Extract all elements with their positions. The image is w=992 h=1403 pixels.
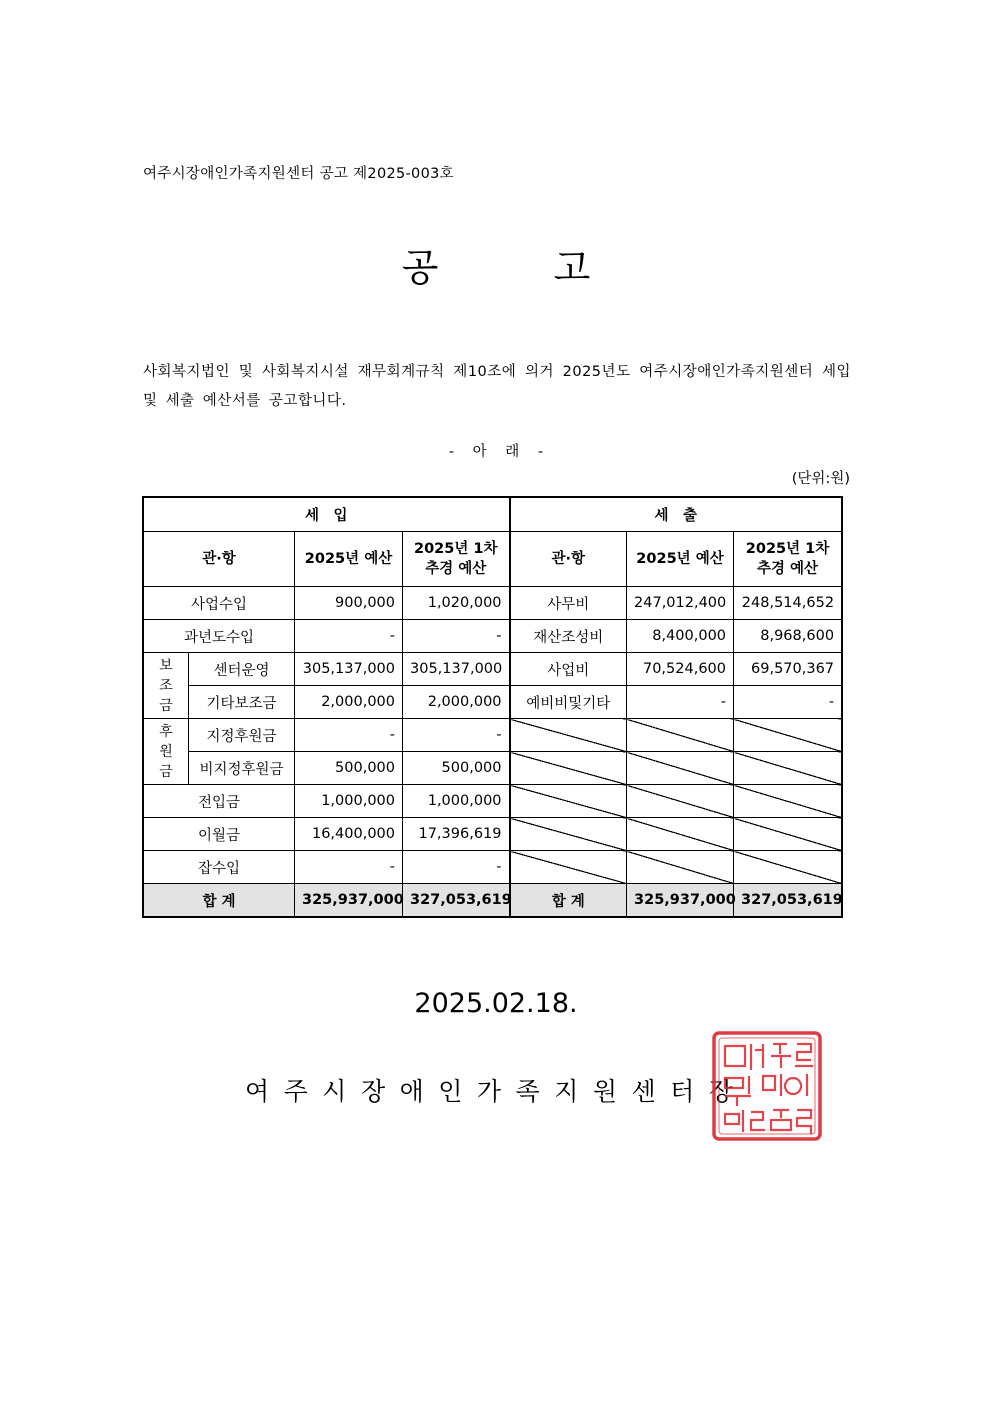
income-label: 지정후원금 [189, 719, 295, 752]
empty-diagonal-cell [627, 785, 734, 818]
empty-diagonal-cell [510, 785, 627, 818]
table-row [144, 818, 842, 851]
income-revised: 500,000 [403, 752, 510, 785]
expense-budget: - [627, 686, 734, 719]
notice-body: 사회복지법인 및 사회복지시설 재무회계규칙 제10조에 의거 2025년도 여주시장애인가족지원센터 세입 및 세출 예산서를 공고합니다. [143, 364, 851, 409]
empty-diagonal-cell [734, 719, 842, 752]
income-revised: - [403, 719, 510, 752]
group-donation-char: 후 [159, 723, 173, 740]
expense-header: 세 출 [510, 498, 842, 532]
income-budget: 900,000 [295, 587, 403, 620]
income-label: 비지정후원금 [189, 752, 295, 785]
income-col-budget: 2025년 예산 [295, 532, 403, 587]
empty-diagonal-cell [734, 818, 842, 851]
income-revised: - [403, 620, 510, 653]
income-budget: - [295, 620, 403, 653]
income-revised: 305,137,000 [403, 653, 510, 686]
budget-table [143, 497, 842, 917]
table-row [144, 785, 842, 818]
notice-date: 2025.02.18. [414, 988, 578, 1019]
income-col-revised-line2: 추경 예산 [425, 561, 487, 577]
empty-diagonal-cell [734, 785, 842, 818]
expense-revised: 248,514,652 [734, 587, 842, 620]
expense-budget: 70,524,600 [627, 653, 734, 686]
income-budget: 16,400,000 [295, 818, 403, 851]
expense-col-budget: 2025년 예산 [627, 532, 734, 587]
expense-label: 재산조성비 [510, 620, 627, 653]
income-col-category: 관·항 [144, 532, 295, 587]
empty-diagonal-cell [734, 851, 842, 884]
expense-budget: 8,400,000 [627, 620, 734, 653]
empty-diagonal-cell [627, 818, 734, 851]
table-row [144, 587, 842, 620]
income-budget: 1,000,000 [295, 785, 403, 818]
expense-label: 예비비및기타 [510, 686, 627, 719]
expense-label: 사업비 [510, 653, 627, 686]
expense-total-label: 합 계 [510, 884, 627, 917]
income-label: 사업수입 [144, 587, 295, 620]
income-revised: - [403, 851, 510, 884]
expense-col-revised-line2: 추경 예산 [756, 561, 819, 577]
empty-diagonal-cell [510, 752, 627, 785]
empty-diagonal-cell [510, 851, 627, 884]
table-row [144, 719, 842, 752]
empty-diagonal-cell [627, 851, 734, 884]
group-subsidy-char: 조 [159, 677, 173, 694]
income-header: 세 입 [144, 498, 510, 532]
income-label: 잡수입 [144, 851, 295, 884]
income-budget: 305,137,000 [295, 653, 403, 686]
income-col-revised-line1: 2025년 1차 [414, 541, 498, 557]
table-row [144, 752, 842, 785]
group-donation [144, 719, 189, 785]
unit-label: (단위:원) [791, 471, 850, 487]
expense-col-category: 관·항 [510, 532, 627, 587]
group-donation-char: 원 [159, 743, 173, 760]
income-total-revised: 327,053,619 [403, 884, 510, 917]
total-row [144, 884, 842, 917]
expense-col-revised [734, 532, 842, 587]
group-subsidy [144, 653, 189, 719]
income-revised: 1,020,000 [403, 587, 510, 620]
income-label: 기타보조금 [189, 686, 295, 719]
table-row [144, 620, 842, 653]
expense-revised: - [734, 686, 842, 719]
income-budget: 500,000 [295, 752, 403, 785]
group-donation-char: 금 [159, 763, 173, 780]
empty-diagonal-cell [627, 752, 734, 785]
table-row [144, 851, 842, 884]
income-label: 이월금 [144, 818, 295, 851]
title-char-1: 공 [401, 246, 439, 290]
income-label: 센터운영 [189, 653, 295, 686]
expense-total-budget: 325,937,000 [627, 884, 734, 917]
income-label: 과년도수입 [144, 620, 295, 653]
expense-label: 사무비 [510, 587, 627, 620]
empty-diagonal-cell [510, 719, 627, 752]
expense-total-revised: 327,053,619 [734, 884, 842, 917]
expense-budget: 247,012,400 [627, 587, 734, 620]
organization-head: 여주시장애인가족지원센터장 [245, 1077, 748, 1106]
income-total-budget: 325,937,000 [295, 884, 403, 917]
income-label: 전입금 [144, 785, 295, 818]
table-row [144, 686, 842, 719]
income-revised: 2,000,000 [403, 686, 510, 719]
official-seal [711, 1030, 823, 1142]
income-budget: 2,000,000 [295, 686, 403, 719]
empty-diagonal-cell [510, 818, 627, 851]
expense-revised: 69,570,367 [734, 653, 842, 686]
group-subsidy-char: 금 [159, 697, 173, 714]
table-row [144, 653, 842, 686]
income-revised: 1,000,000 [403, 785, 510, 818]
income-revised: 17,396,619 [403, 818, 510, 851]
income-col-revised [403, 532, 510, 587]
section-label: - 아 래 - [448, 444, 544, 460]
title-char-2: 고 [553, 246, 591, 290]
expense-col-revised-line1: 2025년 1차 [745, 541, 830, 557]
empty-diagonal-cell [627, 719, 734, 752]
income-budget: - [295, 719, 403, 752]
empty-diagonal-cell [734, 752, 842, 785]
notice-number: 여주시장애인가족지원센터 공고 제2025-003호 [143, 166, 454, 182]
expense-revised: 8,968,600 [734, 620, 842, 653]
group-subsidy-char: 보 [159, 657, 173, 674]
document-title [0, 237, 992, 292]
income-total-label: 합 계 [144, 884, 295, 917]
income-budget: - [295, 851, 403, 884]
